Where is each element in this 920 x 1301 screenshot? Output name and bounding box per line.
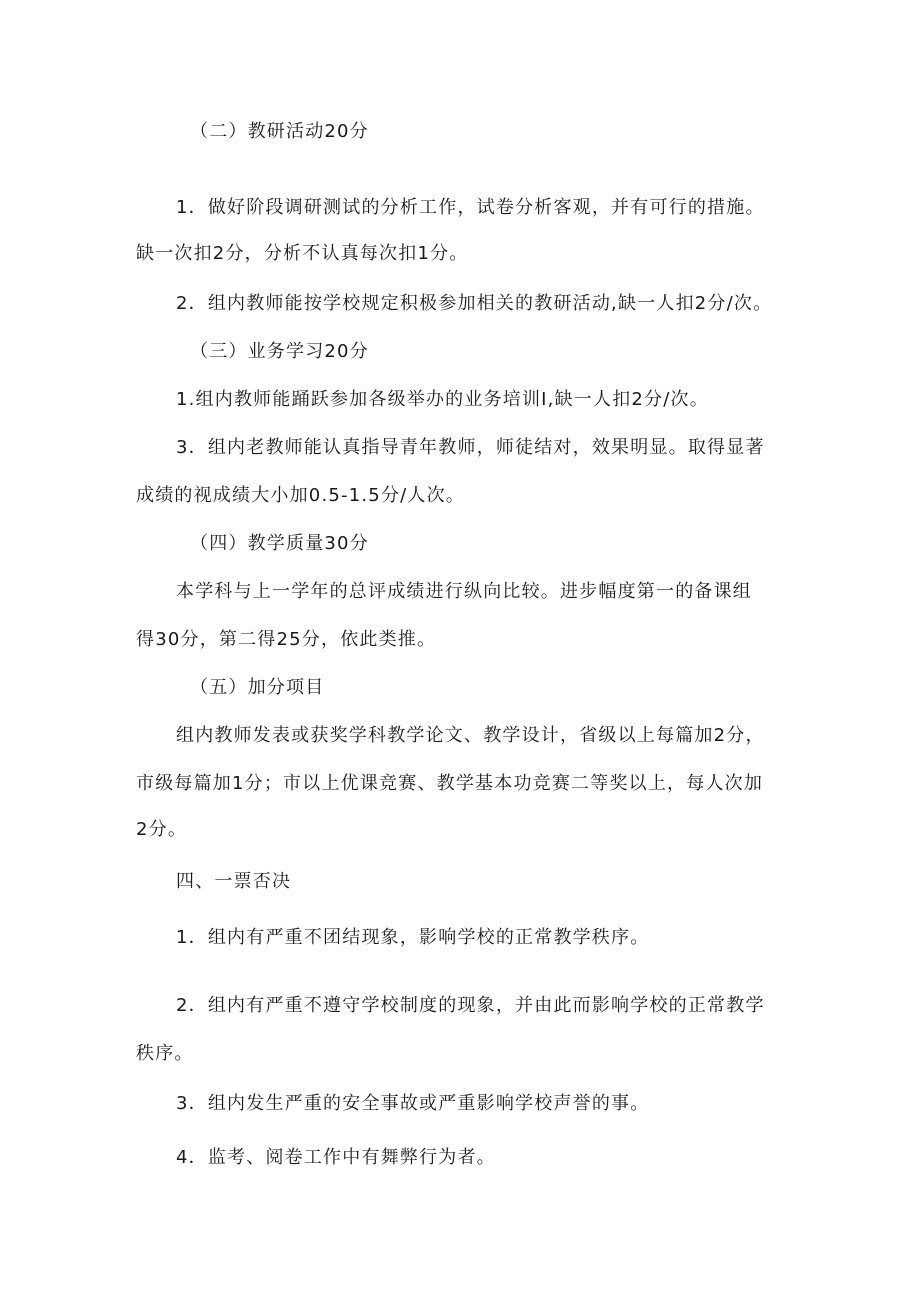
section-2-item-1-line-2: 缺一次扣2分，分析不认真每次扣1分。 [136, 243, 469, 264]
section-5-para-line-1: 组内教师发表或获奖学科教学论文、教学设计，省级以上每篇加2分， [176, 725, 765, 746]
section-2-heading: （二）教研活动20分 [190, 121, 369, 142]
veto-item-3: 3．组内发生严重的安全事故或严重影响学校声誉的事。 [176, 1093, 650, 1114]
section-3-item-3-line-2: 成绩的视成绩大小加0.5-1.5分/人次。 [136, 485, 466, 506]
veto-item-4: 4．监考、阅卷工作中有舞弊行为者。 [176, 1147, 496, 1168]
veto-item-1: 1．组内有严重不团结现象，影响学校的正常教学秩序。 [176, 927, 650, 948]
section-5-para-line-2: 市级每篇加1分；市以上优课竞赛、教学基本功竞赛二等奖以上，每人次加 [136, 773, 764, 794]
section-2-item-2: 2．组内教师能按学校规定积极参加相关的教研活动,缺一人扣2分/次。 [176, 293, 773, 314]
section-4-para-line-2: 得30分，第二得25分，依此类推。 [136, 629, 437, 650]
section-5-heading: （五）加分项目 [190, 677, 325, 698]
section-3-item-1: 1.组内教师能踊跃参加各级举办的业务培训I,缺一人扣2分/次。 [176, 389, 709, 410]
veto-item-2-line-1: 2．组内有严重不遵守学校制度的现象，并由此而影响学校的正常教学 [176, 995, 765, 1016]
veto-heading: 四、一票否决 [176, 871, 292, 892]
section-5-para-line-3: 2分。 [136, 819, 188, 840]
section-3-heading: （三）业务学习20分 [190, 341, 369, 362]
section-3-item-3-line-1: 3．组内老教师能认真指导青年教师，师徒结对，效果明显。取得显著 [176, 437, 765, 458]
section-4-heading: （四）教学质量30分 [190, 533, 369, 554]
section-4-para-line-1: 本学科与上一学年的总评成绩进行纵向比较。进步幅度第一的备课组 [176, 581, 752, 602]
section-2-item-1-line-1: 1．做好阶段调研测试的分析工作，试卷分析客观，并有可行的措施。 [176, 197, 765, 218]
veto-item-2-line-2: 秩序。 [136, 1043, 194, 1064]
